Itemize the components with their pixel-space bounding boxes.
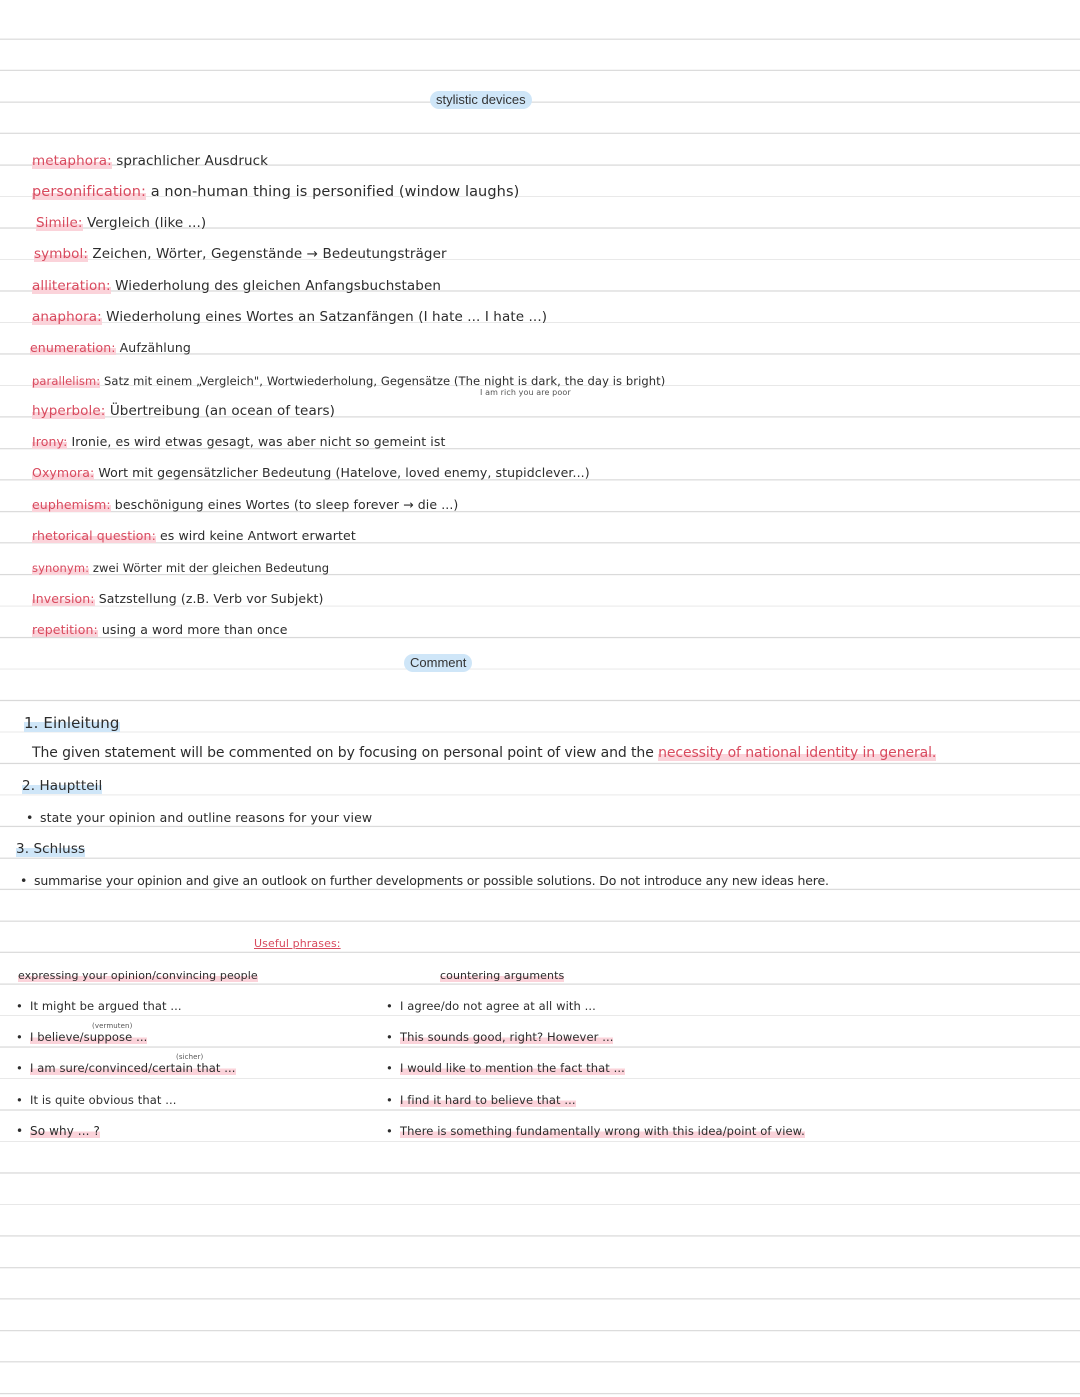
left-heading-text: expressing your opinion/convincing people — [18, 969, 258, 982]
heading-useful-phrases: Useful phrases: — [254, 937, 341, 950]
phrase-text: It might be argued that ... — [30, 999, 182, 1013]
device-term: alliteration: — [32, 278, 111, 294]
device-item — [32, 183, 519, 201]
device-definition: beschönigung eines Wortes (to sleep forever → die ...) — [114, 497, 459, 512]
device-definition: using a word more than once — [101, 622, 288, 637]
phrase-left-item — [16, 1028, 147, 1046]
annotation-sicher: (sicher) — [176, 1053, 204, 1061]
phrase-text: I agree/do not agree at all with ... — [400, 999, 596, 1013]
device-term: personification: — [32, 184, 146, 200]
parallelism-example-note: I am rich you are poor — [480, 388, 571, 397]
phrases-right-heading — [440, 967, 564, 985]
device-term: rhetorical question: — [32, 528, 156, 543]
device-term: Irony: — [32, 434, 68, 449]
device-definition: a non-human thing is personified (window laughs) — [150, 184, 520, 200]
bullet-icon: • — [16, 1061, 23, 1075]
device-definition: Wiederholung eines Wortes an Satzanfängen (I hate ... I hate ...) — [106, 309, 548, 325]
device-definition: Wort mit gegensätzlicher Bedeutung (Hatelove, loved enemy, stupidclever...) — [98, 465, 590, 480]
phrase-text: There is something fundamentally wrong with this idea/point of view. — [400, 1124, 805, 1138]
phrase-text: I would like to mention the fact that ... — [400, 1061, 625, 1075]
bullet-icon: • — [16, 1124, 24, 1138]
bullet-icon: • — [386, 1061, 393, 1075]
phrase-left-item — [16, 1122, 100, 1140]
device-item — [36, 214, 206, 232]
phrase-text: I am sure/convinced/certain that ... — [30, 1061, 236, 1075]
device-item — [32, 308, 547, 326]
bullet-icon: • — [386, 1124, 393, 1138]
phrase-right-item — [386, 1091, 576, 1109]
phrase-left-item — [16, 997, 182, 1015]
device-term: Oxymora: — [32, 465, 95, 480]
device-term: Inversion: — [32, 591, 95, 606]
main-heading-text: 2. Hauptteil — [22, 778, 103, 794]
phrase-right-item — [386, 1122, 805, 1140]
device-item — [32, 496, 458, 514]
phrase-right-item — [386, 997, 596, 1015]
conclusion-bullet — [20, 872, 829, 890]
intro-highlight: necessity of national identity in general. — [658, 745, 937, 761]
device-definition: sprachlicher Ausdruck — [116, 153, 269, 169]
intro-heading-text: 1. Einleitung — [24, 714, 120, 732]
main-bullet — [26, 809, 372, 827]
device-item — [32, 152, 268, 170]
device-item — [32, 277, 441, 295]
phrase-left-item — [16, 1091, 177, 1109]
section-heading-introduction — [24, 714, 120, 732]
bullet-icon: • — [20, 873, 28, 888]
bullet-icon: • — [386, 1030, 393, 1044]
phrase-text: I find it hard to believe that ... — [400, 1093, 576, 1107]
device-definition: Aufzählung — [119, 340, 191, 355]
section-heading-conclusion — [16, 840, 85, 858]
phrase-text: I believe/suppose ... — [30, 1030, 148, 1044]
device-item — [32, 464, 590, 482]
device-term: anaphora: — [32, 309, 102, 325]
phrase-text: It is quite obvious that ... — [30, 1093, 177, 1107]
bullet-icon: • — [16, 1030, 23, 1044]
heading-stylistic-devices: stylistic devices — [430, 91, 532, 109]
device-term: enumeration: — [30, 340, 116, 355]
device-term: Simile: — [36, 215, 83, 231]
end-bullet-text: summarise your opinion and give an outlook on further developments or possible solutions. Do not introduce any new ideas here. — [34, 873, 829, 888]
device-definition: zwei Wörter mit der gleichen Bedeutung — [92, 561, 330, 575]
device-definition: Vergleich (like ...) — [86, 215, 207, 231]
right-heading-text: countering arguments — [440, 969, 565, 982]
device-item — [32, 402, 335, 420]
phrases-left-heading — [18, 967, 258, 985]
bullet-icon: • — [26, 810, 34, 825]
device-term: parallelism: — [32, 374, 101, 388]
bullet-icon: • — [386, 999, 393, 1013]
bullet-icon: • — [16, 999, 23, 1013]
device-term: hyperbole: — [32, 403, 106, 419]
device-item — [30, 339, 191, 357]
device-item — [32, 621, 288, 639]
intro-text: The given statement will be commented on by focusing on personal point of view and the — [32, 745, 654, 761]
device-definition: Ironie, es wird etwas gesagt, was aber nicht so gemeint ist — [71, 434, 446, 449]
device-definition: Satzstellung (z.B. Verb vor Subjekt) — [98, 591, 324, 606]
phrase-right-item — [386, 1028, 613, 1046]
annotation-vermuten: (vermuten) — [92, 1022, 133, 1030]
bullet-icon: • — [386, 1093, 393, 1107]
end-heading-text: 3. Schluss — [16, 841, 86, 857]
device-definition: Satz mit einem „Vergleich", Wortwiederholung, Gegensätze (The night is dark, the day is bright) — [104, 374, 666, 388]
device-definition: Zeichen, Wörter, Gegenstände → Bedeutungsträger — [92, 246, 447, 262]
device-item — [32, 433, 445, 451]
introduction-sentence — [32, 744, 936, 762]
device-term: repetition: — [32, 622, 98, 637]
bullet-icon: • — [16, 1093, 23, 1107]
device-definition: Wiederholung des gleichen Anfangsbuchstaben — [115, 278, 442, 294]
main-bullet-text: state your opinion and outline reasons for your view — [40, 810, 373, 825]
phrase-left-item — [16, 1059, 236, 1077]
phrase-right-item — [386, 1059, 625, 1077]
phrase-text: This sounds good, right? However ... — [400, 1030, 614, 1044]
device-term: symbol: — [34, 246, 89, 262]
device-item — [32, 527, 356, 545]
device-item — [32, 590, 324, 608]
device-term: synonym: — [32, 561, 90, 575]
device-item — [32, 559, 329, 577]
device-item — [34, 245, 447, 263]
device-term: euphemism: — [32, 497, 111, 512]
device-term: metaphora: — [32, 153, 112, 169]
phrase-text: So why ... ? — [30, 1124, 100, 1138]
heading-comment: Comment — [404, 654, 472, 672]
section-heading-main — [22, 777, 102, 795]
device-definition: es wird keine Antwort erwartet — [159, 528, 356, 543]
device-definition: Übertreibung (an ocean of tears) — [109, 403, 335, 419]
